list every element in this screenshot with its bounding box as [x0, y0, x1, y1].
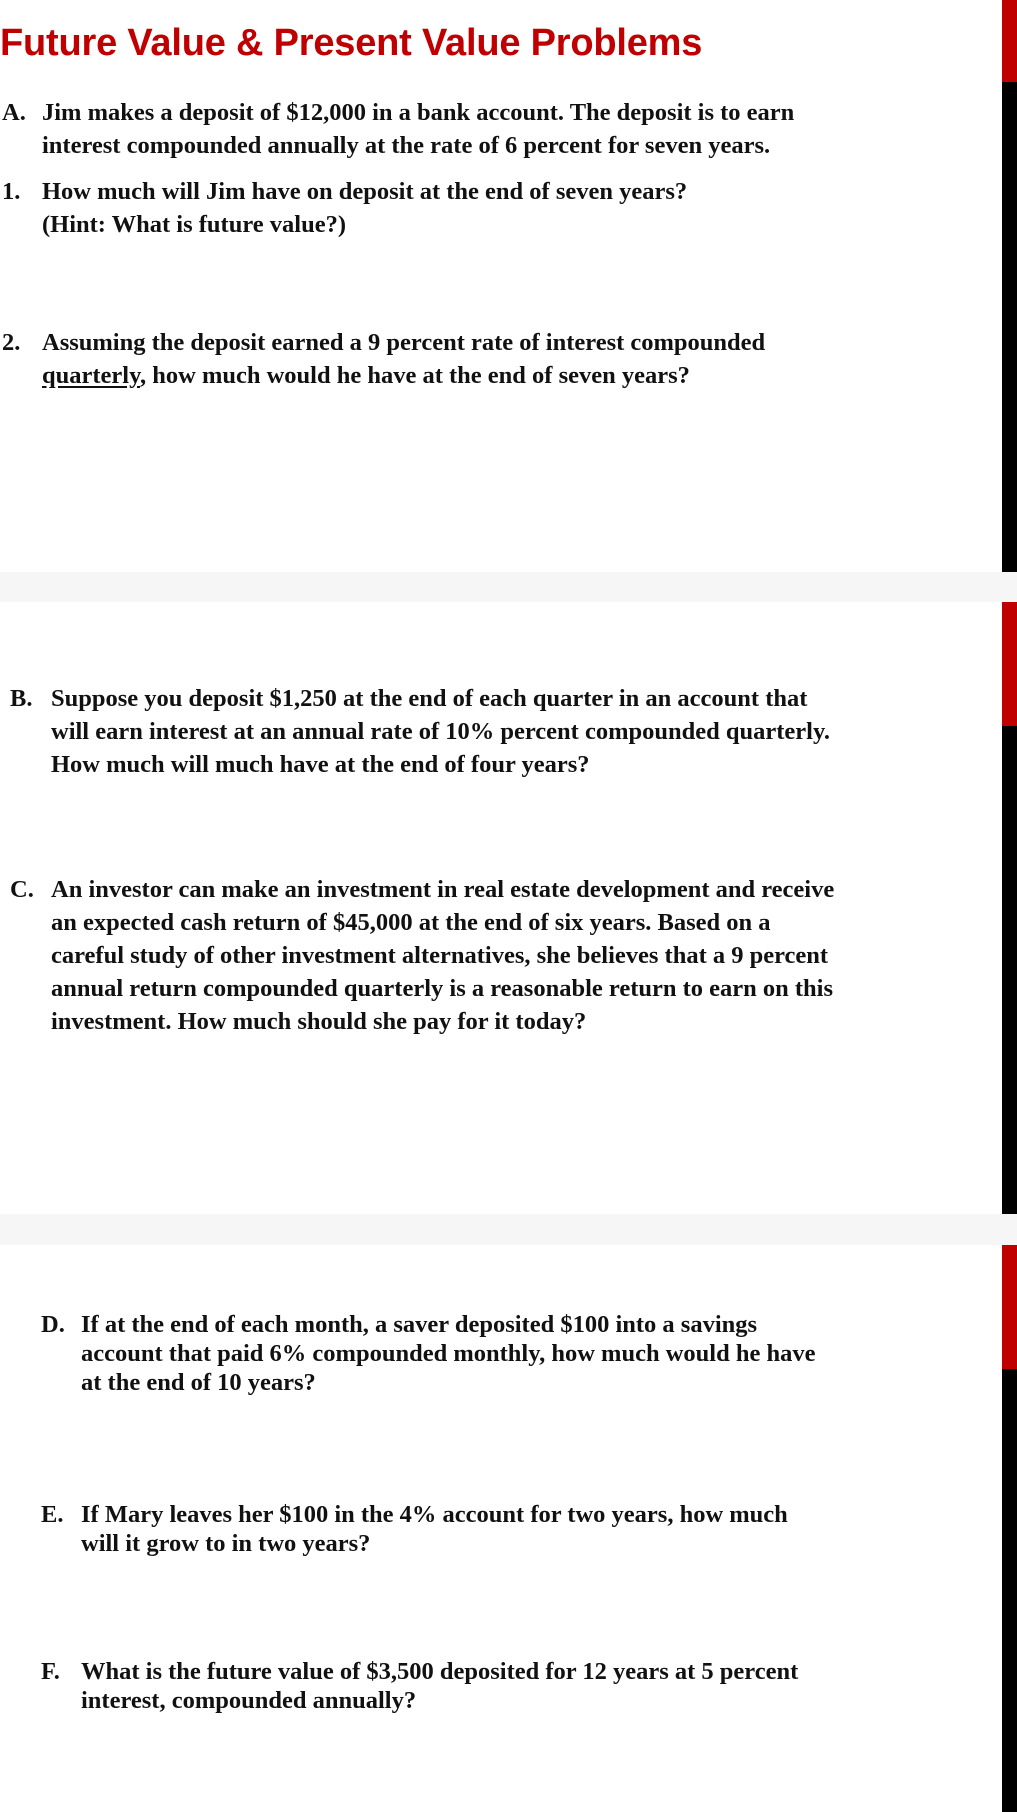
slide-edge-bar — [1002, 602, 1017, 1214]
problem-b — [10, 682, 990, 781]
problem-d — [41, 1310, 981, 1397]
problem-f-text — [81, 1657, 981, 1715]
problem-e-marker: E. — [41, 1501, 64, 1528]
text-line: will earn interest at an annual rate of 10% percent compounded quarterly. — [51, 718, 830, 745]
text-line: If Mary leaves her $100 in the 4% account for two years, how much — [81, 1501, 788, 1528]
problem-d-marker: D. — [41, 1311, 65, 1338]
text-line: Suppose you deposit $1,250 at the end of each quarter in an account that — [51, 685, 808, 712]
problem-d-text — [81, 1310, 981, 1397]
text-fragment: , how much would he have at the end of seven years? — [140, 362, 690, 389]
slide-1 — [0, 0, 1017, 572]
text-line: How much will Jim have on deposit at the end of seven years? — [42, 178, 688, 205]
problem-e-text — [81, 1500, 981, 1558]
text-line: How much will much have at the end of four years? — [51, 751, 590, 778]
slide-3 — [0, 1245, 1017, 1812]
text-line: Jim makes a deposit of $12,000 in a bank account. The deposit is to earn — [42, 99, 795, 126]
problem-a-marker: A. — [2, 99, 26, 126]
problem-a — [2, 96, 962, 162]
text-line: interest, compounded annually? — [81, 1687, 417, 1714]
question-1-text — [42, 175, 962, 241]
text-line: account that paid 6% compounded monthly, how much would he have — [81, 1340, 816, 1367]
text-line — [42, 359, 962, 392]
question-1 — [2, 175, 962, 241]
text-line: (Hint: What is future value?) — [42, 211, 346, 238]
text-line: careful study of other investment alternatives, she believes that a 9 percent — [51, 942, 829, 969]
text-line: If at the end of each month, a saver deposited $100 into a savings — [81, 1311, 758, 1338]
question-2-marker: 2. — [2, 329, 21, 356]
slide-edge-accent — [1002, 602, 1017, 726]
slide-edge-accent — [1002, 0, 1017, 82]
text-line: Assuming the deposit earned a 9 percent rate of interest compounded — [42, 329, 766, 356]
text-line: will it grow to in two years? — [81, 1530, 371, 1557]
slide-edge-bar — [1002, 0, 1017, 572]
problem-a-text — [42, 96, 962, 162]
problem-c-text — [51, 873, 990, 1038]
problem-b-text — [51, 682, 990, 781]
text-line: An investor can make an investment in real estate development and receive — [51, 876, 835, 903]
problem-f — [41, 1657, 981, 1715]
question-1-marker: 1. — [2, 178, 21, 205]
problem-c-marker: C. — [10, 876, 34, 903]
text-line: What is the future value of $3,500 deposited for 12 years at 5 percent — [81, 1658, 799, 1685]
text-line: interest compounded annually at the rate of 6 percent for seven years. — [42, 132, 771, 159]
question-2 — [2, 326, 962, 392]
slide-2 — [0, 602, 1017, 1214]
slide-edge-accent — [1002, 1245, 1017, 1369]
text-line: at the end of 10 years? — [81, 1369, 316, 1396]
text-line: annual return compounded quarterly is a reasonable return to earn on this — [51, 975, 834, 1002]
text-line: investment. How much should she pay for it today? — [51, 1008, 587, 1035]
text-line: an expected cash return of $45,000 at the end of six years. Based on a — [51, 909, 771, 936]
slide-edge-bar — [1002, 1245, 1017, 1812]
problem-c — [10, 873, 990, 1038]
problem-e — [41, 1500, 981, 1558]
problem-b-marker: B. — [10, 685, 33, 712]
page-title: Future Value & Present Value Problems — [0, 22, 703, 64]
question-2-text — [42, 326, 962, 392]
underlined-word: quarterly — [42, 362, 140, 389]
problem-f-marker: F. — [41, 1658, 60, 1685]
